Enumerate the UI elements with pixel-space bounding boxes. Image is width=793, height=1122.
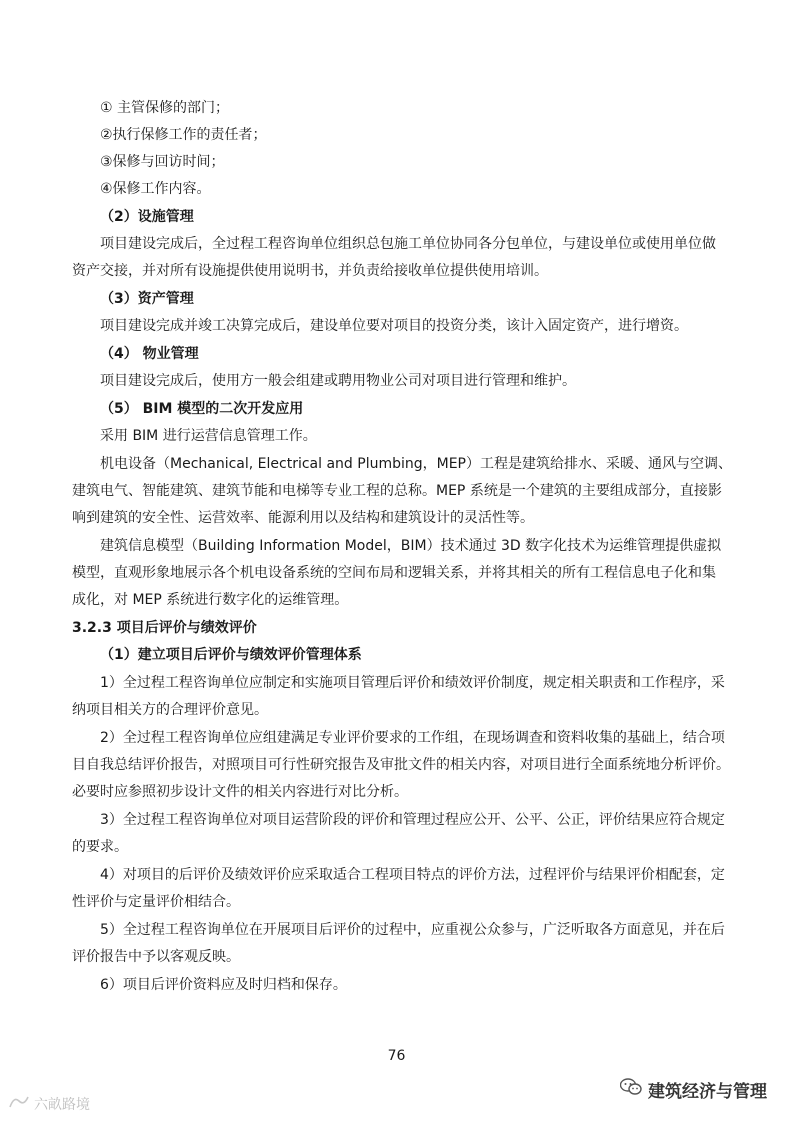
list-item-2: ②执行保修工作的责任者； — [100, 127, 267, 143]
watermark-account-name: 建筑经济与管理 — [648, 1082, 767, 1102]
paragraph-line: 目自我总结评价报告，对照项目可行性研究报告及审批文件的相关内容，对项目进行全面系统地分析评价。 — [72, 757, 730, 773]
paragraph-line: 3）全过程工程咨询单位对项目运营阶段的评价和管理过程应公开、公平、公正，评价结果应符合规定 — [100, 812, 725, 828]
paragraph-line: 模型，直观形象地展示各个机电设备系统的空间布局和逻辑关系，并将其相关的所有工程信息电子化和集 — [72, 565, 716, 581]
paragraph-line: 资产交接，并对所有设施提供使用说明书，并负责给接收单位提供使用培训。 — [72, 263, 548, 279]
paragraph-line: 5）全过程工程咨询单位在开展项目后评价的过程中，应重视公众参与，广泛听取各方面意见，并在后 — [100, 922, 725, 938]
paragraph-line: 项目建设完成后，全过程工程咨询单位组织总包施工单位协同各分包单位，与建设单位或使用单位做 — [100, 236, 716, 252]
paragraph-line: 响到建筑的安全性、运营效率、能源利用以及结构和建筑设计的灵活性等。 — [72, 510, 534, 526]
paragraph-line: 建筑信息模型（Building Information Model，BIM）技术通过 3D 数字化技术为运维管理提供虚拟 — [100, 538, 722, 554]
paragraph-line: 6）项目后评价资料应及时归档和保存。 — [100, 977, 347, 993]
paragraph-line: 评价报告中予以客观反映。 — [72, 949, 240, 965]
list-item-4: ④保修工作内容。 — [100, 181, 211, 197]
paragraph-line: 项目建设完成并竣工决算完成后，建设单位要对项目的投资分类，该计入固定资产，进行增资。 — [100, 318, 688, 334]
paragraph-line: 机电设备（Mechanical, Electrical and Plumbing，MEP）工程是建筑给排水、采暖、通风与空调、 — [100, 456, 733, 472]
list-item-1: ① 主管保修的部门； — [100, 100, 230, 116]
watermark-corner — [8, 1094, 90, 1114]
heading-bim-application: （5） BIM 模型的二次开发应用 — [100, 401, 304, 417]
paragraph-line: 建筑电气、智能建筑、建筑节能和电梯等专业工程的总称。MEP 系统是一个建筑的主要组成部分，直接影 — [72, 483, 722, 499]
paragraph-line: 必要时应参照初步设计文件的相关内容进行对比分析。 — [72, 784, 408, 800]
watermark-corner-text: 六畝路境 — [34, 1097, 90, 1113]
paragraph-line: 1）全过程工程咨询单位应制定和实施项目管理后评价和绩效评价制度，规定相关职责和工作程序，采 — [100, 675, 725, 691]
paragraph-line: 成化，对 MEP 系统进行数字化的运维管理。 — [72, 592, 349, 608]
heading-facility-management: （2）设施管理 — [100, 209, 194, 225]
heading-evaluation-system: （1）建立项目后评价与绩效评价管理体系 — [100, 647, 362, 663]
heading-property-management: （4） 物业管理 — [100, 346, 199, 362]
paragraph-line: 的要求。 — [72, 839, 128, 855]
watermark-wechat — [620, 1077, 767, 1102]
wechat-icon — [620, 1078, 642, 1101]
paragraph-line: 纳项目相关方的合理评价意见。 — [72, 702, 268, 718]
page-number: 76 — [387, 1048, 406, 1064]
heading-asset-management: （3）资产管理 — [100, 291, 194, 307]
paragraph-line: 2）全过程工程咨询单位应组建满足专业评价要求的工作组，在现场调查和资料收集的基础上，结合项 — [100, 730, 725, 746]
paragraph-line: 性评价与定量评价相结合。 — [72, 894, 240, 910]
section-heading-3-2-3: 3.2.3 项目后评价与绩效评价 — [72, 620, 257, 636]
paragraph-line: 项目建设完成后，使用方一般会组建或聘用物业公司对项目进行管理和维护。 — [100, 373, 576, 389]
watermark-logo-icon — [8, 1095, 30, 1113]
paragraph-line: 4）对项目的后评价及绩效评价应采取适合工程项目特点的评价方法，过程评价与结果评价相配套，定 — [100, 867, 725, 883]
list-item-3: ③保修与回访时间； — [100, 154, 225, 170]
paragraph-line: 采用 BIM 进行运营信息管理工作。 — [100, 428, 317, 444]
